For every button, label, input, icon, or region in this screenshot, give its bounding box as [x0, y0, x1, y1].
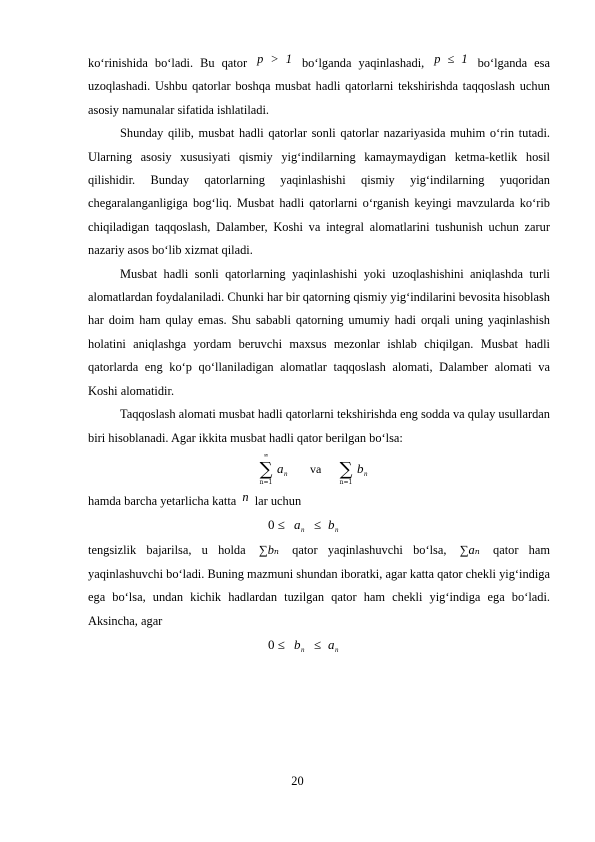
series-formula-svg: [254, 450, 384, 490]
inequality-2-left: 0 ≤: [268, 636, 285, 652]
paragraph-6-text-c: qator ham yaqinlashuvchi bo‘ladi. Buning mazmuni shundan iboratki, agar katta qator chekli yig‘indiga ega bo‘lsa, undan kichik hadlardan tuzilgan qator ham chekli yig‘indiga ega bo‘ladi. Aksincha, agar: [88, 543, 551, 628]
paragraph-4: Taqqoslash alomati musbat hadli qatorlarni tekshirishda eng sodda va qulay usullardan biri hisoblanadi. Agar ikkita musbat hadli qator berilgan bo‘lsa:: [88, 407, 550, 445]
paragraph-1: [88, 52, 550, 122]
inequality-1-mid: ≤: [314, 517, 322, 533]
document-body: [88, 52, 550, 659]
sum-upper-limit-a: ∞: [263, 451, 269, 459]
paragraph-3: Musbat hadli sonli qatorlarning yaqinlashishi yoki uzoqlashishini aniqlashda turli alomatlardan foydalaniladi. Chunki har bir qatorning qismiy yig‘indilarini bevosita hisoblash har doim ham qulay emas. Shu sababli qatorning umumiy hadi orqali uning yaqinlashish holatini aniqlashga yordam beruvchi maxsus mezonlar ishlab chiqilgan. Musbat hadli qatorlarda eng ko‘p qo‘llaniladigan alomatlar taqqoslash alomati, Dalamber alomati va Koshi alomatidir.: [88, 266, 550, 398]
sum-symbol-b: ∑: [339, 458, 353, 480]
paragraph-6-text-b: qator yaqinlashuvchi bo‘lsa,: [292, 543, 447, 558]
inequality-1-a: a: [294, 517, 301, 533]
inequality-1-b-subscript: n: [335, 526, 339, 535]
inequality-formula-2: [88, 633, 550, 659]
paragraph-1-text-a: ko‘rinishida bo‘ladi. Bu qator: [88, 56, 248, 70]
inequality-1-a-subscript: n: [301, 526, 305, 535]
paragraph-6: [88, 539, 550, 633]
term-b-subscript: n: [364, 469, 368, 478]
condition-p-leq-1: p ≤ 1: [434, 52, 468, 66]
page-number: 20: [291, 774, 304, 788]
series-b-inline: ∑bₙ: [258, 543, 279, 558]
sum-lower-limit-a: n=1: [259, 478, 273, 486]
variable-n: n: [242, 489, 249, 504]
paragraph-2: Shunday qilib, musbat hadli qatorlar sonli qatorlar nazariyasida muhim o‘rin tutadi. Ularning asosiy xususiyati qismiy yig‘indilarning kamaymaydigan ketma-ketlik hosil qilishidir. Bunday qatorlarning yaqinlashishi qismiy yig‘indilarning yuqoridan chegaralanganligiga bog‘liq. Musbat hadli qatorlarni o‘rganish keyingi mavzularda ko‘rib chiqiladigan taqqoslash, Dalamber, Koshi va integral alomatlarini tushunish uchun zarur nazariy asos bo‘lib xizmat qiladi.: [88, 126, 550, 258]
condition-p-greater-1: p > 1: [257, 52, 292, 66]
sum-lower-limit-b: n=1: [339, 478, 353, 486]
inequality-2-a: a: [328, 636, 335, 652]
paragraph-5-text-a: hamda barcha yetarlicha katta: [88, 493, 237, 508]
inequality-2-b-subscript: n: [301, 645, 305, 654]
conjunction-va: va: [310, 461, 322, 476]
inequality-2-b: b: [294, 636, 301, 652]
term-a: a: [277, 460, 284, 476]
term-b: b: [357, 460, 364, 476]
series-formula: [88, 450, 550, 490]
inequality-formula-2-svg: [264, 633, 374, 659]
series-a-inline: ∑aₙ: [459, 543, 480, 558]
inequality-1-left: 0 ≤: [268, 517, 285, 533]
inequality-1-b: b: [328, 517, 335, 533]
inequality-2-mid: ≤: [314, 636, 322, 652]
term-a-subscript: n: [284, 469, 288, 478]
inequality-formula-1: [88, 513, 550, 539]
paragraph-1-text-c: bo‘lganda esa uzoqlashadi. Ushbu qatorlar boshqa musbat hadli qatorlarni tekshirishda taqqoslash uchun asosiy namunalar sifatida ishlatiladi.: [88, 56, 550, 117]
sum-symbol-a: ∑: [259, 458, 273, 480]
inequality-formula-1-svg: [264, 513, 374, 539]
paragraph-1-text-b: bo‘lganda yaqinlashadi,: [301, 56, 425, 70]
paragraph-5: [88, 490, 550, 513]
paragraph-6-text-a: tengsizlik bajarilsa, u holda: [88, 543, 246, 558]
inequality-2-a-subscript: n: [335, 645, 339, 654]
paragraph-5-text-b: lar uchun: [254, 493, 302, 508]
